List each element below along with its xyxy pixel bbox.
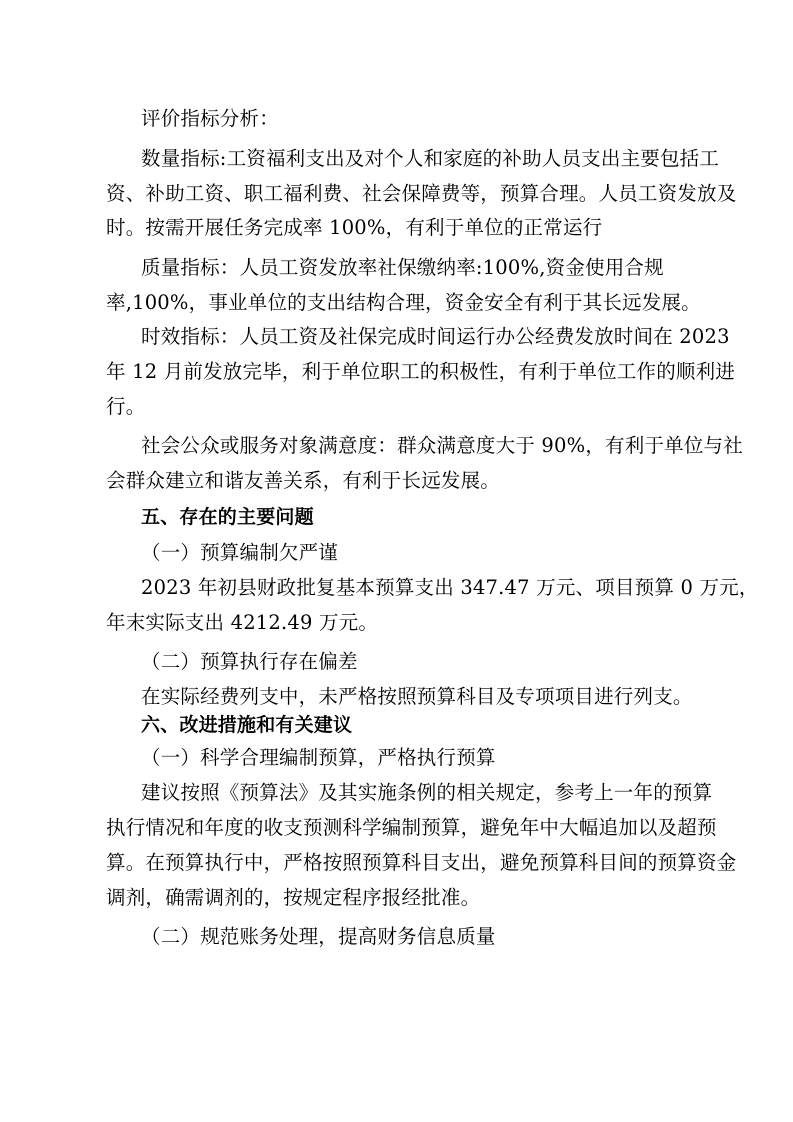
subsection-heading: （二）预算执行存在偏差 [141, 650, 358, 673]
subsection-heading: （一）科学合理编制预算，严格执行预算 [141, 746, 496, 769]
paragraph-line: 率,100%，事业单位的支出结构合理，资金安全有利于其长远发展。 [106, 291, 701, 314]
paragraph-line: 资、补助工资、职工福利费、社会保障费等，预算合理。人员工资发放及 [106, 182, 737, 205]
paragraph-line: 社会公众或服务对象满意度：群众满意度大于 90%，有利于单位与社 [141, 434, 743, 457]
paragraph-line: 会群众建立和谐友善关系，有利于长远发展。 [106, 469, 501, 492]
subsection-heading: （二）规范账务处理，提高财务信息质量 [141, 925, 496, 948]
paragraph-line: 时效指标：人员工资及社保完成时间运行办公经费发放时间在 2023 [141, 325, 730, 348]
paragraph-line: 调剂，确需调剂的，按规定程序报经批准。 [106, 886, 481, 909]
paragraph-line: 年末实际支出 4212.49 万元。 [106, 611, 379, 634]
subsection-heading: （一）预算编制欠严谨 [141, 541, 339, 564]
paragraph-line: 2023 年初县财政批复基本预算支出 347.47 万元、项目预算 0 万元， [141, 576, 759, 599]
section-heading: 五、存在的主要问题 [141, 506, 314, 528]
paragraph-line: 时。按需开展任务完成率 100%，有利于单位的正常运行 [106, 216, 603, 239]
paragraph-line: 在实际经费列支中，未严格按照预算科目及专项项目进行列支。 [141, 685, 693, 708]
paragraph-line: 质量指标：人员工资发放率社保缴纳率:100%,资金使用合规 [141, 256, 664, 279]
paragraph-line: 数量指标:工资福利支出及对个人和家庭的补助人员支出主要包括工 [141, 147, 720, 170]
paragraph-line: 建议按照《预算法》及其实施条例的相关规定，参考上一年的预算 [141, 781, 713, 804]
section-heading: 六、改进措施和有关建议 [141, 714, 353, 736]
paragraph-line: 算。在预算执行中，严格按照预算科目支出，避免预算科目间的预算资金 [106, 851, 737, 874]
paragraph-line: 年 12 月前发放完毕，利于单位职工的积极性，有利于单位工作的顺利进 [106, 360, 736, 383]
paragraph-line: 评价指标分析： [141, 107, 279, 130]
paragraph-line: 行。 [106, 395, 146, 418]
paragraph-line: 执行情况和年度的收支预测科学编制预算，避免年中大幅追加以及超预 [106, 816, 717, 839]
